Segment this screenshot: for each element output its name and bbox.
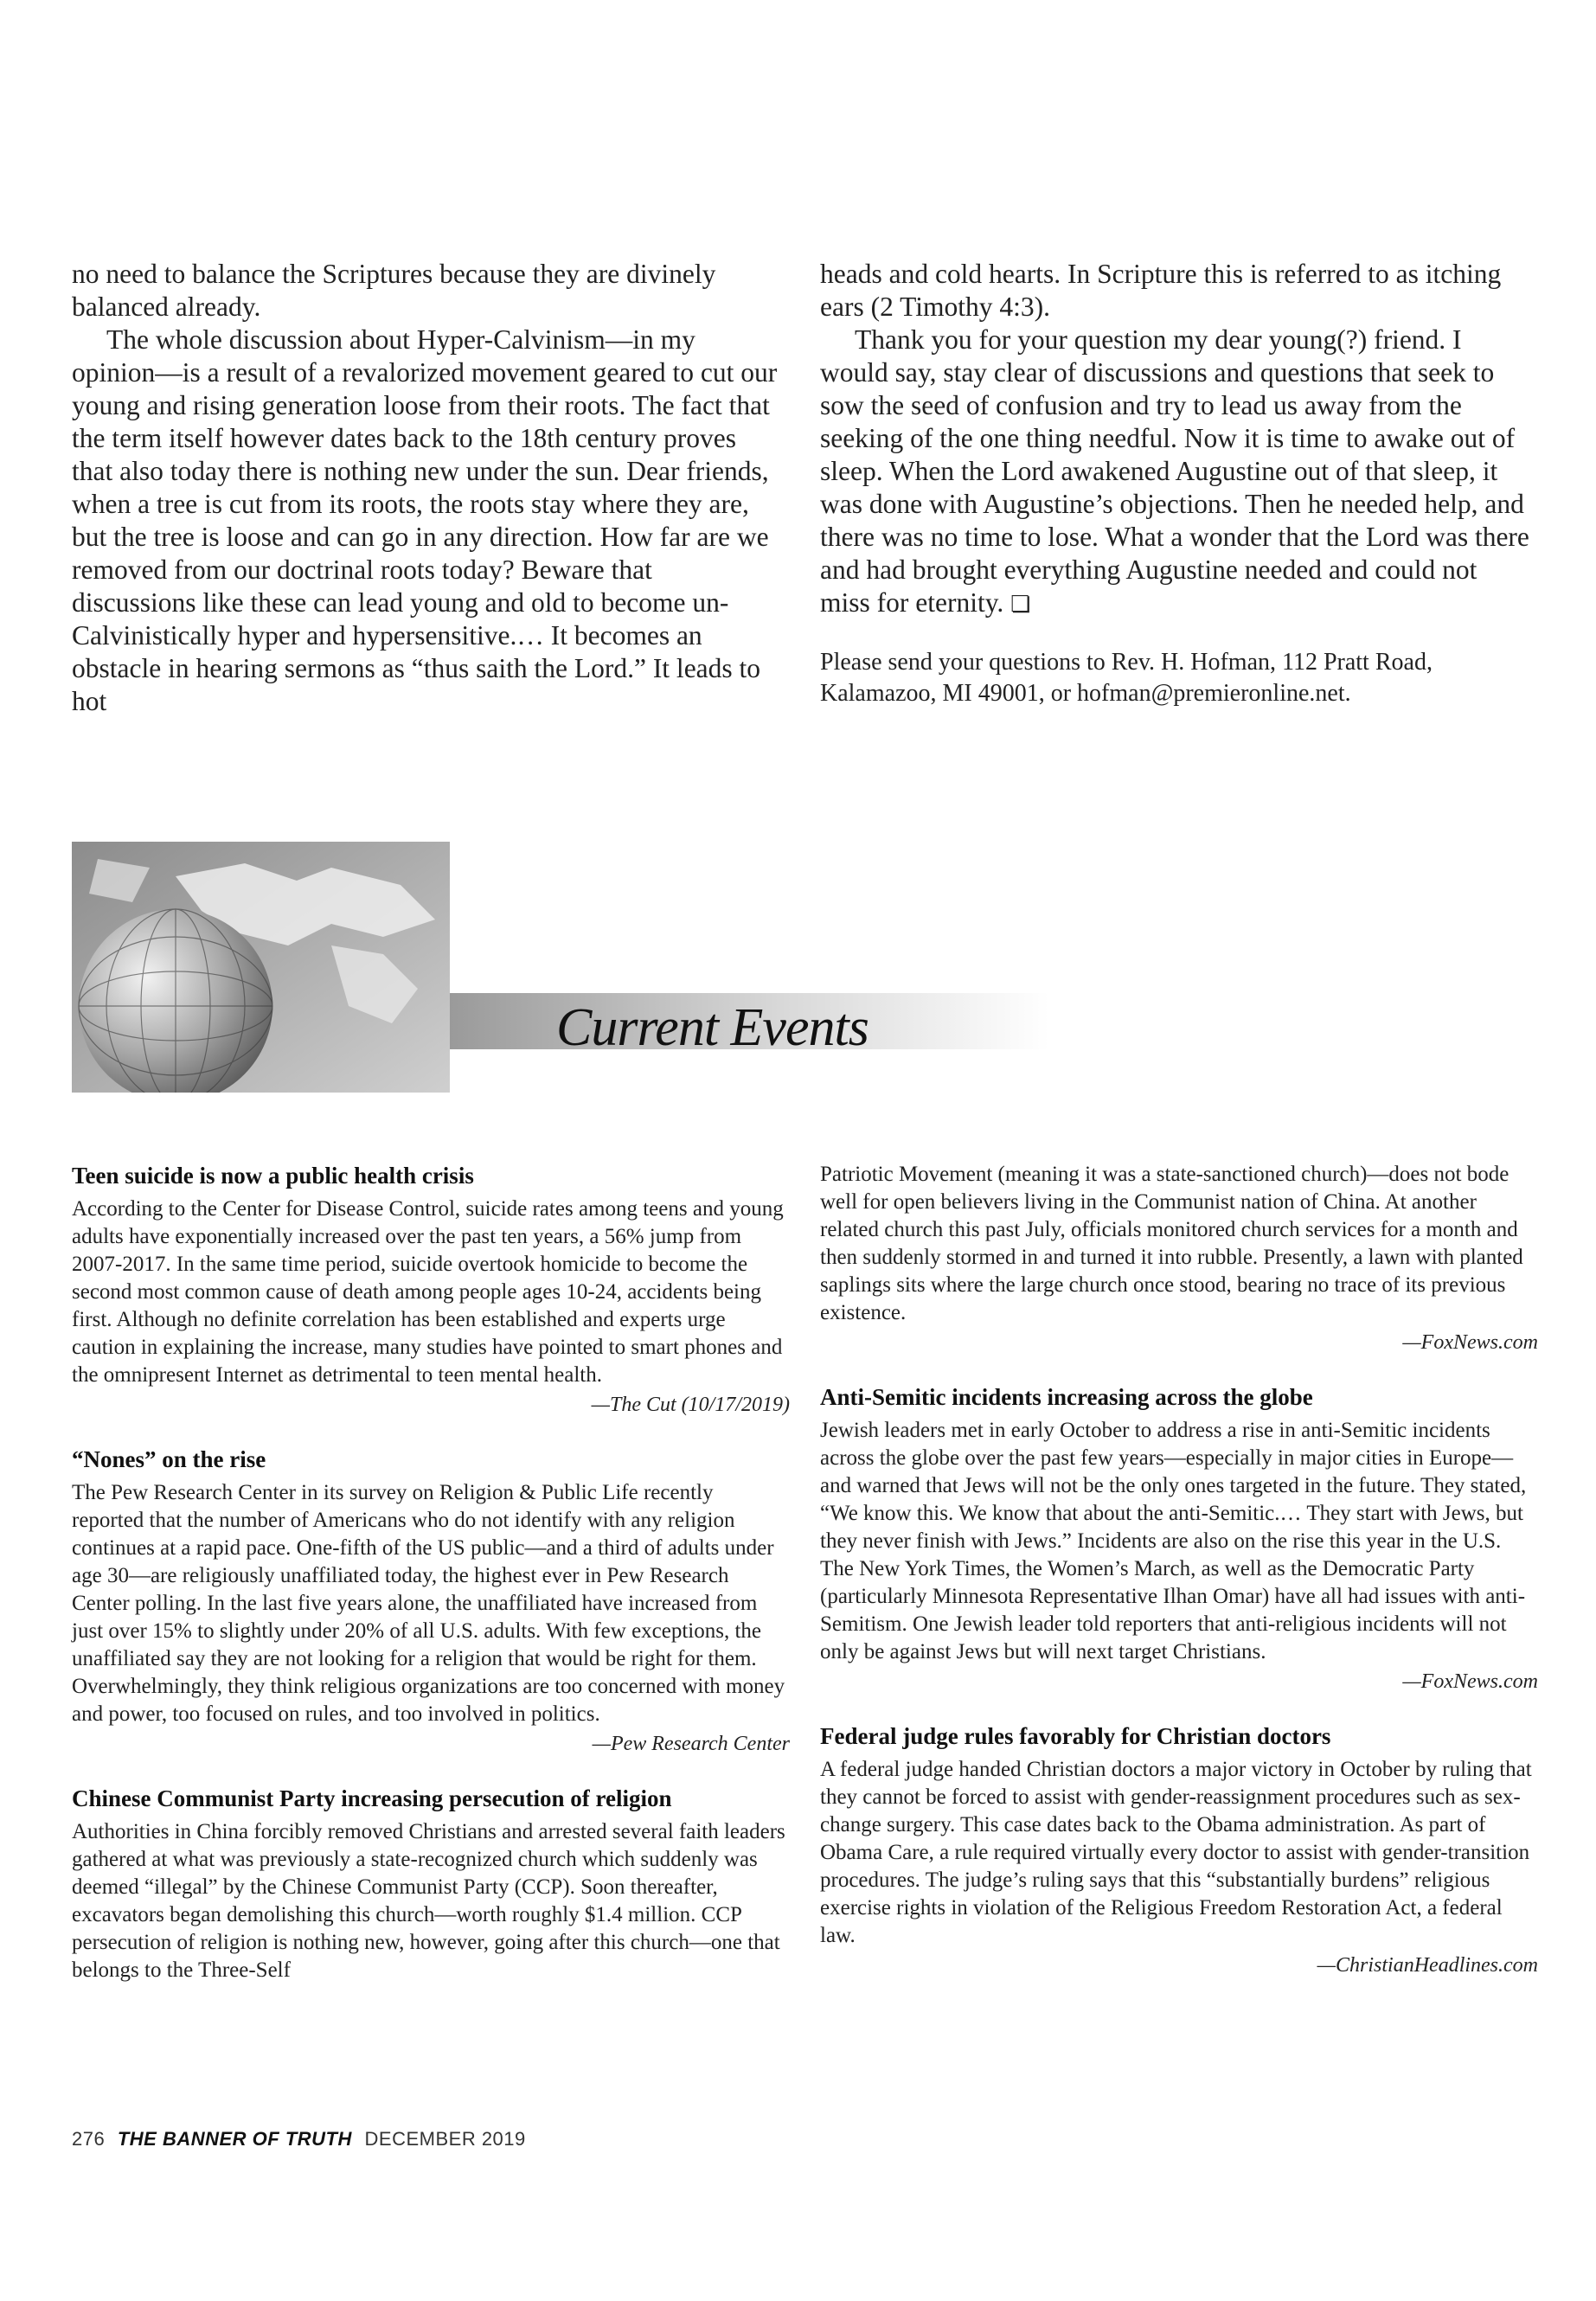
article-headline-antisemitic: Anti-Semitic incidents increasing across the globe [820, 1384, 1313, 1410]
events-right-column [820, 1161, 1538, 2005]
page-number: 276 [72, 2128, 106, 2150]
article-body-ccp: Authorities in China forcibly removed Christians and arrested several faith leaders gathered at what was previously a state-recognized church which suddenly was deemed “illegal” by the Chinese Communist Party (CCP). Soon thereafter, excavators began demolishing this church—worth roughly $1.4 million. CCP persecution of religion is nothing new, however, going after this church—one that belongs to the Three-Self [72, 1820, 785, 1982]
end-mark-icon: ❏ [1010, 592, 1031, 618]
address-note: Please send your questions to Rev. H. Hofman, 112 Pratt Road, Kalamazoo, MI 49001, or hofman@premieronline.net. [820, 649, 1433, 707]
magazine-name: THE BANNER OF TRUTH [117, 2128, 352, 2150]
article-body-antisemitic: Jewish leaders met in early October to address a rise in anti-Semitic incidents across the globe over the past few years—especially in major cities in Europe—and warned that Jews will not be the only ones targeted in the future. They stated, “We know this. We know that about the anti-Semitic.… They start with Jews, but they never finish with Jews.” Incidents are also on the rise this year in the U.S. The New York Times, the Women’s March, as well as the Democratic Party (particularly Minnesota Representative Ilhan Omar) have all had issues with anti-Semitism. One Jewish leader told reporters that anti-religious incidents will not only be against Jews but will next target Christians. [820, 1419, 1527, 1663]
section-title: Current Events [556, 998, 869, 1057]
article-source-antisemitic: —FoxNews.com [1402, 1670, 1538, 1693]
article-headline-nones: “Nones” on the rise [72, 1446, 266, 1472]
article-source-teen: —The Cut (10/17/2019) [591, 1394, 790, 1416]
article-source-judge: —ChristianHeadlines.com [1317, 1954, 1538, 1977]
current-events-banner [72, 842, 1049, 1093]
top-right-column [820, 258, 1529, 709]
top-left-column [72, 258, 781, 718]
top-right-paragraph-2 [820, 324, 1529, 621]
article-body-teen: According to the Center for Disease Control, suicide rates among teens and young adults have exponentially increased over the past ten years, a 56% jump from 2007-2017. In the same time period, suicide overtook homicide to become the second most common cause of death among people ages 10-24, accidents being first. Although no definite correlation has been established and experts urge caution in explaining the increase, many studies have pointed to smart phones and the omnipresent Internet as detrimental to teen mental health. [72, 1197, 784, 1387]
top-left-paragraph-2: The whole discussion about Hyper-Calvinism—in my opinion—is a result of a revalorized movement geared to cut our young and rising generation loose from their roots. The fact that the term itself however dates back to the 18th century proves that also today there is nothing new under the sun. Dear friends, when a tree is cut from its roots, the roots stay where they are, but the tree is loose and can go in any direction. How far are we removed from our doctrinal roots today? Beware that discussions like these can lead young and old to become un-Calvinistically hyper and hypersensitive.… It becomes an obstacle in hearing sermons as “thus saith the Lord.” It leads to hot [72, 324, 778, 716]
article-source-nones: —Pew Research Center [592, 1733, 790, 1755]
article-body-judge: A federal judge handed Christian doctors a major victory in October by ruling that they cannot be forced to assist with gender-reassignment procedures such as sex-change surgery. This case dates back to the Obama administration. As part of Obama Care, a rule required virtually every doctor to assist with gender-transition procedures. The judge’s ruling says that this “substantially burdens” religious exercise rights in violation of the Religious Freedom Restoration Act, a federal law. [820, 1758, 1532, 1947]
top-left-paragraph-1: no need to balance the Scriptures because they are divinely balanced already. [72, 259, 716, 322]
article-source-ccp: —FoxNews.com [1402, 1331, 1538, 1354]
page-footer [72, 2128, 526, 2150]
article-headline-ccp: Chinese Communist Party increasing persecution of religion [72, 1785, 672, 1811]
article-body-nones: The Pew Research Center in its survey on Religion & Public Life recently reported that the number of Americans who do not identify with any religion continues at a rapid pace. One-fifth of the US public—and a third of adults under age 30—are religiously unaffiliated today, the highest ever in Pew Research Center polling. In the last five years alone, the unaffiliated have increased from just over 15% to slightly under 20% of all U.S. adults. With few exceptions, the unaffiliated say they are not looking for a religion that would be right for them. Overwhelmingly, they think religious organizations are too concerned with money and power, too focused on rules, and too involved in politics. [72, 1481, 785, 1726]
top-right-paragraph-1: heads and cold hearts. In Scripture this is referred to as itching ears (2 Timothy 4:3). [820, 259, 1502, 322]
article-body-ccp-continued: Patriotic Movement (meaning it was a state-sanctioned church)—does not bode well for open believers living in the Communist nation of China. At another related church this past July, officials monitored church services for a month and then suddenly stormed in and turned it into rubble. Presently, a lawn with planted saplings sits where the large church once stood, bearing no trace of its previous existence. [820, 1163, 1523, 1324]
closing-text: Thank you for your question my dear young(?) friend. I would say, stay clear of discussions and questions that seek to sow the seed of confusion and try to lead us away from the seeking of the one thing needful. Now it is time to awake out of sleep. When the Lord awakened Augustine out of that sleep, it was done with Augustine’s objections. Then he needed help, and there was no time to lose. What a wonder that the Lord was there and had brought everything Augustine needed and could not miss for eternity. [820, 324, 1529, 618]
events-left-column [72, 1161, 790, 1984]
article-headline-judge: Federal judge rules favorably for Christian doctors [820, 1723, 1331, 1749]
issue-date: DECEMBER 2019 [364, 2128, 526, 2150]
article-headline-teen: Teen suicide is now a public health crisis [72, 1163, 474, 1189]
